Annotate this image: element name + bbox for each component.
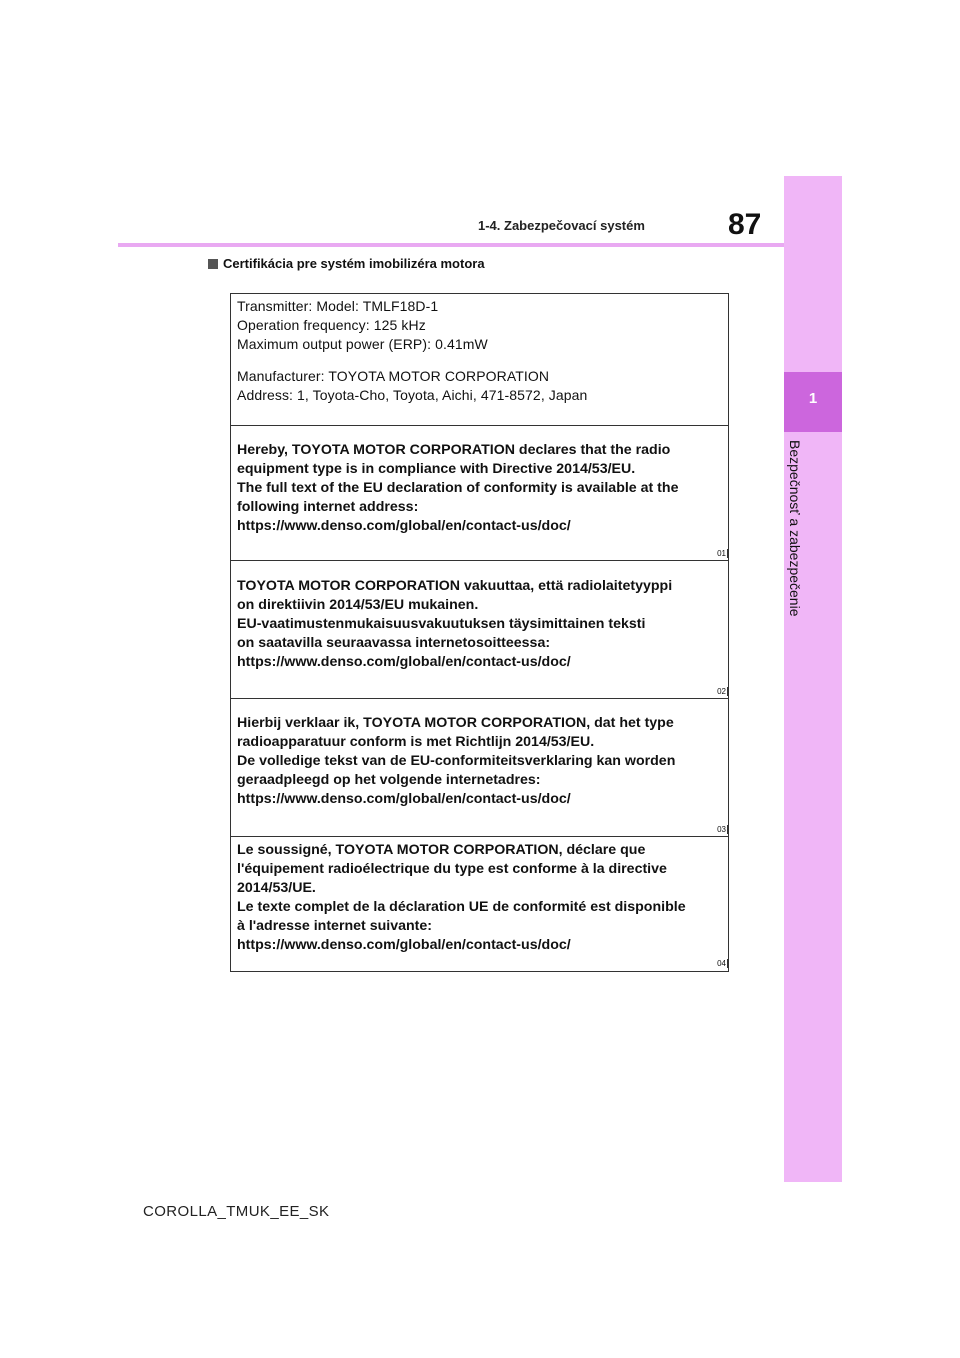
document-footer-code: COROLLA_TMUK_EE_SK [143,1203,330,1220]
page-number: 87 [728,208,762,241]
declaration-line: radioapparatuur conform is met Richtlijn 2014/53/EU. [237,734,595,750]
declaration-line: TOYOTA MOTOR CORPORATION vakuuttaa, että radiolaitetyyppi [237,578,673,594]
declaration-line: Le soussigné, TOYOTA MOTOR CORPORATION, déclare que [237,842,646,858]
transmitter-line: Maximum output power (ERP): 0.41mW [237,336,488,352]
transmitter-line: Operation frequency: 125 kHz [237,317,426,333]
declaration-code: 02 [717,687,726,696]
declaration-line: https://www.denso.com/global/en/contact-us/doc/ [237,791,571,807]
declaration-line: l'équipement radioélectrique du type est conforme à la directive [237,861,667,877]
transmitter-line: Transmitter: Model: TMLF18D-1 [237,298,439,314]
declaration-line: Hierbij verklaar ik, TOYOTA MOTOR CORPORATION, dat het type [237,715,674,731]
declaration-line: on saatavilla seuraavassa internetosoitteessa: [237,635,551,651]
header-section-title: 1-4. Zabezpečovací systém [478,218,645,233]
declaration-line: De volledige tekst van de EU-conformiteitsverklaring kan worden [237,753,676,769]
declaration-line: https://www.denso.com/global/en/contact-us/doc/ [237,654,571,670]
declaration-line: Hereby, TOYOTA MOTOR CORPORATION declares that the radio [237,442,671,458]
certificate-box [230,293,729,972]
declaration-line: à l'adresse internet suivante: [237,918,432,934]
declaration-code: 01 [717,549,726,558]
declaration-line: equipment type is in compliance with Directive 2014/53/EU. [237,461,636,477]
section-heading-text: Certifikácia pre systém imobilizéra motora [223,256,485,271]
section-divider [231,560,728,561]
declaration-code: 04 [717,959,726,968]
declaration-line: The full text of the EU declaration of conformity is available at the [237,480,679,496]
chapter-side-tab [784,176,842,1182]
chapter-number: 1 [808,390,818,407]
section-divider [231,425,728,426]
declaration-line: https://www.denso.com/global/en/contact-us/doc/ [237,937,571,953]
header-rule [118,243,784,247]
declaration-line: https://www.denso.com/global/en/contact-us/doc/ [237,518,571,534]
section-divider [231,698,728,699]
section-divider [231,836,728,837]
declaration-line: 2014/53/UE. [237,880,316,896]
chapter-label: Bezpečnosť a zabezpečenie [787,440,803,617]
manufacturer-line: Address: 1, Toyota-Cho, Toyota, Aichi, 471-8572, Japan [237,387,588,403]
declaration-line: geraadpleegd op het volgende internetadres: [237,772,541,788]
declaration-line: EU-vaatimustenmukaisuusvakuutuksen täysimittainen teksti [237,616,646,632]
square-bullet-icon [208,259,218,269]
declaration-line: on direktiivin 2014/53/EU mukainen. [237,597,479,613]
section-heading [208,256,485,271]
declaration-line: Le texte complet de la déclaration UE de conformité est disponible [237,899,686,915]
declaration-code: 03 [717,825,726,834]
manufacturer-line: Manufacturer: TOYOTA MOTOR CORPORATION [237,368,550,384]
declaration-line: following internet address: [237,499,419,515]
